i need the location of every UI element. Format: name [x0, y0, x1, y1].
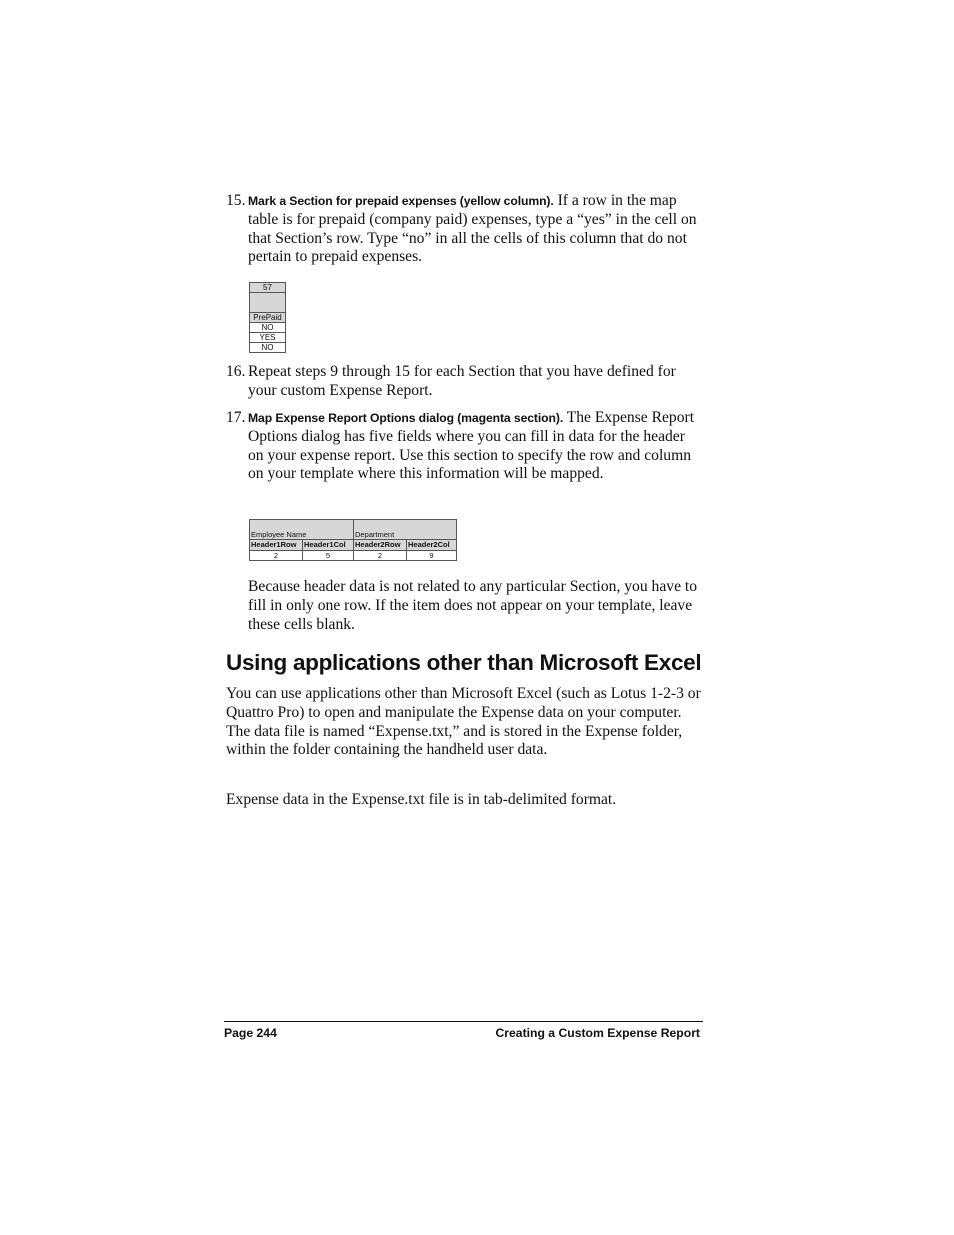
- sheet-header-row: [250, 540, 456, 551]
- sheet-column-header: PrePaid: [250, 313, 285, 323]
- step-number: 16.: [226, 363, 246, 380]
- sheet-cell: NO: [250, 323, 285, 333]
- sheet-cell: NO: [250, 343, 285, 352]
- step-17: [226, 409, 704, 484]
- sheet-value-cell: 5: [303, 551, 354, 560]
- chapter-title: Creating a Custom Expense Report: [495, 1026, 700, 1040]
- page-number: Page 244: [224, 1026, 277, 1040]
- step-lead: Map Expense Report Options dialog (magenta section).: [248, 411, 564, 425]
- step-number: 15.: [226, 192, 246, 209]
- sheet-value-cell: 2: [354, 551, 407, 560]
- sheet-value-row: [250, 551, 456, 560]
- section-paragraph: Expense data in the Expense.txt file is in tab-delimited format.: [226, 791, 617, 808]
- step-number: 17.: [226, 409, 246, 426]
- sheet-blank-cell: [250, 293, 285, 313]
- header-data-note: Because header data is not related to any particular Section, you have to fill in only one row. If the item does not appear on your template, leave these cells blank.: [248, 578, 698, 633]
- sheet-value-cell: 2: [250, 551, 303, 560]
- sheet-value-cell: 9: [407, 551, 456, 560]
- step-text: Repeat steps 9 through 15 for each Section that you have defined for your custom Expense Report.: [248, 363, 676, 399]
- prepaid-sheet-image: [249, 282, 286, 353]
- header-sheet-image: [249, 519, 457, 561]
- sheet-header-cell: Header2Col: [407, 540, 456, 551]
- sheet-cell: YES: [250, 333, 285, 343]
- sheet-header-cell: Header1Col: [303, 540, 354, 551]
- sheet-group-cell: Department: [354, 520, 456, 540]
- step-16: [226, 363, 704, 401]
- sheet-header-cell: Header1Row: [250, 540, 303, 551]
- step-text: If a row in the map table is for prepaid (company paid) expenses, type a “yes” in the cell on that Section’s row. Type “no” in all the cells of this column that do not pertain to prepaid expenses.: [248, 192, 697, 266]
- sheet-group-row: [250, 520, 456, 540]
- step-text: The Expense Report Options dialog has five fields where you can fill in data for the header on your expense report. Use this section to specify the row and column on your template where this information will be mapped.: [248, 409, 695, 483]
- step-lead: Mark a Section for prepaid expenses (yellow column).: [248, 194, 554, 208]
- step-15: [226, 192, 704, 267]
- sheet-column-number: 57: [250, 283, 285, 293]
- section-paragraph: You can use applications other than Microsoft Excel (such as Lotus 1-2-3 or Quattro Pro) to open and manipulate the Expense data on your computer. The data file is named “Expense.txt,” and is stored in the Expense folder, within the folder containing the handheld user data.: [226, 685, 701, 759]
- sheet-group-cell: Employee Name: [250, 520, 354, 540]
- sheet-header-cell: Header2Row: [354, 540, 407, 551]
- footer-rule: [224, 1021, 703, 1022]
- section-heading: Using applications other than Microsoft Excel: [226, 650, 702, 675]
